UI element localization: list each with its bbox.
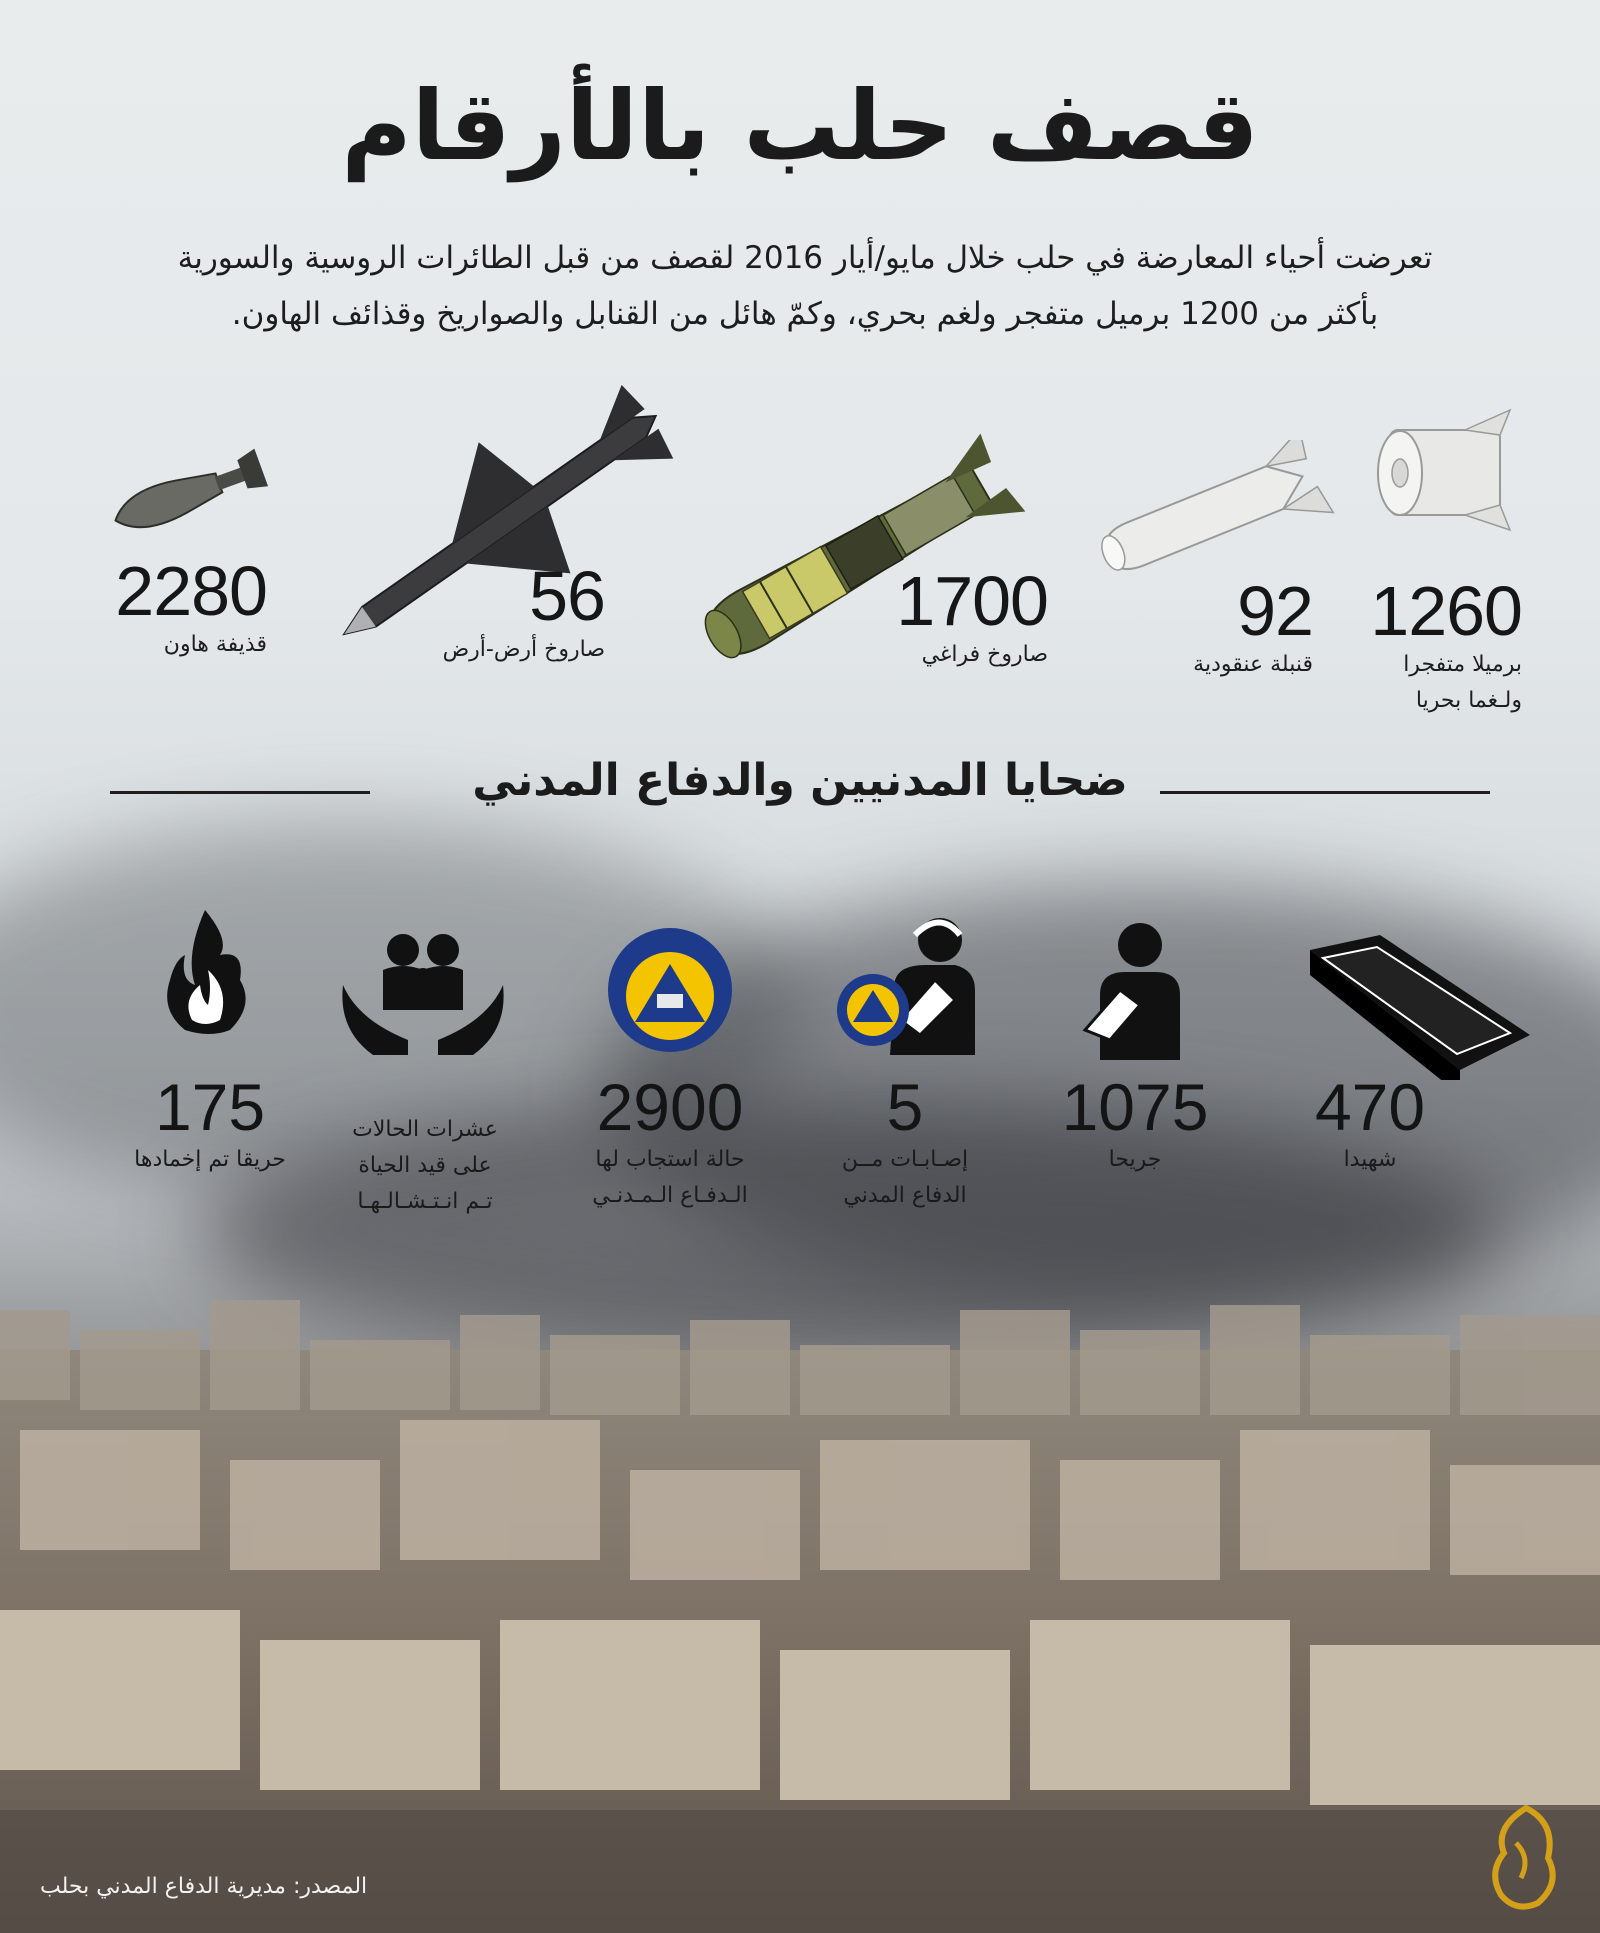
stat-label: تـم انـتـشـالـهـا xyxy=(357,1189,493,1214)
weapon-number: 1700 xyxy=(896,562,1048,640)
stat-killed xyxy=(1290,1072,1450,1178)
stat-number: 470 xyxy=(1314,1070,1426,1144)
stat-civil-defense-injuries xyxy=(820,1072,990,1214)
cluster-bomb-icon xyxy=(1080,440,1335,590)
weapon-label: ولـغما بحريا xyxy=(1415,688,1522,713)
city-skyline-image xyxy=(0,1290,1600,1933)
barrel-bomb-icon xyxy=(1370,405,1530,535)
weapon-number: 92 xyxy=(1237,572,1313,650)
page-title: قصف حلب بالأرقام xyxy=(341,70,1259,182)
stat-label: حريقا تم إخمادها xyxy=(134,1147,286,1172)
stat-label: حالة استجاب لها xyxy=(595,1147,745,1172)
intro-paragraph xyxy=(80,230,1530,342)
weapon-label: برميلا متفجرا xyxy=(1403,652,1522,677)
stat-survivors-rescued xyxy=(330,1112,520,1220)
weapon-number: 2280 xyxy=(115,552,267,630)
source-credit: المصدر: مديرية الدفاع المدني بحلب xyxy=(40,1874,368,1899)
stat-label: جريحا xyxy=(1108,1147,1162,1172)
mortar-shell-icon xyxy=(100,440,270,545)
fire-icon xyxy=(160,910,255,1035)
stat-label: الـدفـاع الـمـدنـي xyxy=(592,1183,748,1208)
weapon-stat-barrel-bombs xyxy=(1370,572,1522,719)
stat-label: إصـابـات مــن xyxy=(841,1147,969,1172)
stat-civil-defense-responses xyxy=(570,1072,770,1214)
stat-label: شهيدا xyxy=(1343,1147,1397,1172)
injured-civil-defense-icon xyxy=(835,910,980,1055)
weapon-stat-mortar-shells xyxy=(115,552,267,663)
coffin-icon xyxy=(1305,930,1535,1080)
stat-number: 175 xyxy=(154,1070,266,1144)
stat-label: عشرات الحالات xyxy=(352,1117,498,1142)
family-hands-icon xyxy=(338,930,508,1060)
stat-label: على قيد الحياة xyxy=(358,1153,492,1178)
intro-line-1: تعرضت أحياء المعارضة في حلب خلال مايو/أيار 2016 لقصف من قبل الطائرات الروسية والسورية xyxy=(177,240,1433,276)
weapon-number: 56 xyxy=(529,557,605,635)
weapon-number: 1260 xyxy=(1370,572,1522,650)
weapon-label: صاروخ أرض-أرض xyxy=(442,637,605,662)
al-jazeera-logo-icon xyxy=(1486,1803,1566,1913)
casualties-heading: ضحايا المدنيين والدفاع المدني xyxy=(472,755,1128,806)
weapon-stat-vacuum-missiles xyxy=(896,562,1048,673)
stat-label: الدفاع المدني xyxy=(843,1183,967,1208)
injured-person-icon xyxy=(1080,920,1195,1060)
stat-number: 2900 xyxy=(596,1070,744,1144)
stat-number: 5 xyxy=(886,1070,924,1144)
stat-number: 1075 xyxy=(1061,1070,1209,1144)
intro-line-2: بأكثر من 1200 برميل متفجر ولغم بحري، وكمّ هائل من القنابل والصواريخ وقذائف الهاون. xyxy=(231,296,1379,332)
weapon-label: قنبلة عنقودية xyxy=(1193,652,1313,677)
stat-wounded xyxy=(1050,1072,1220,1178)
weapon-label: قذيفة هاون xyxy=(163,632,267,657)
casualties-section-header xyxy=(110,755,1490,825)
weapon-stat-surface-missiles xyxy=(442,557,605,668)
civil-defense-logo-icon xyxy=(605,918,735,1058)
weapon-stat-cluster-bombs xyxy=(1193,572,1313,683)
weapon-label: صاروخ فراغي xyxy=(921,642,1048,667)
stat-fires-extinguished xyxy=(110,1072,310,1178)
